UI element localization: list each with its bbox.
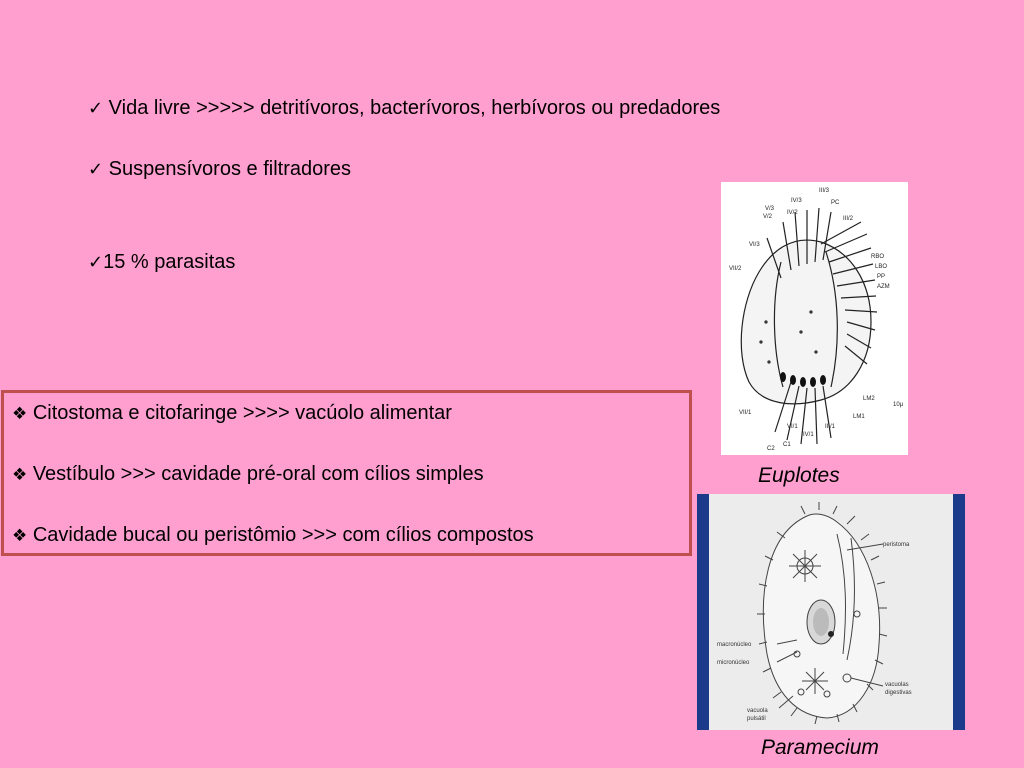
label: V/2 bbox=[763, 214, 773, 220]
label: III/1 bbox=[825, 424, 836, 430]
euplotes-drawing bbox=[721, 182, 908, 455]
box-item-text: Citostoma e citofaringe >>>> vacúolo alimentar bbox=[32, 402, 452, 424]
label: III/2 bbox=[843, 216, 854, 222]
label: VII/2 bbox=[729, 266, 742, 272]
label: LBO bbox=[875, 264, 888, 270]
bullet-parasitas bbox=[88, 250, 235, 275]
label: pulsátil bbox=[747, 716, 766, 722]
checkmark-icon: ✓ bbox=[88, 159, 104, 180]
label: IV/3 bbox=[791, 198, 802, 204]
label: LM2 bbox=[863, 396, 875, 402]
box-item-text: Cavidade bucal ou peristômio >>> com cílios compostos bbox=[32, 524, 534, 546]
diamond-bullet-icon: ❖ bbox=[12, 526, 28, 546]
label: V/3 bbox=[765, 206, 775, 212]
paramecium-caption: Paramecium bbox=[761, 736, 879, 759]
euplotes-illustration bbox=[721, 182, 908, 455]
label: VI/1 bbox=[787, 424, 798, 430]
bullet-suspensivoros bbox=[88, 157, 351, 182]
euplotes-caption: Euplotes bbox=[758, 464, 840, 487]
label: peristoma bbox=[883, 542, 910, 548]
label: macronúcleo bbox=[717, 642, 752, 648]
label: C2 bbox=[767, 446, 775, 452]
label: micronúcleo bbox=[717, 660, 750, 666]
label: PC bbox=[831, 200, 840, 206]
label: C1 bbox=[783, 442, 791, 448]
bullet-vida-livre bbox=[88, 96, 720, 121]
diamond-bullet-icon: ❖ bbox=[12, 465, 28, 485]
label: 10μ bbox=[893, 402, 904, 408]
label: AZM bbox=[877, 284, 890, 290]
bullet-text: Suspensívoros e filtradores bbox=[108, 158, 351, 180]
label: vacuolas bbox=[885, 682, 909, 688]
checkmark-icon: ✓ bbox=[88, 98, 104, 119]
box-item-cavidade bbox=[12, 523, 534, 548]
label: digestivas bbox=[885, 690, 912, 696]
box-item-text: Vestíbulo >>> cavidade pré-oral com cílios simples bbox=[32, 463, 484, 485]
bullet-text: Vida livre >>>>> detritívoros, bacterívoros, herbívoros ou predadores bbox=[108, 97, 721, 119]
box-item-citostoma bbox=[12, 401, 452, 426]
label: RBO bbox=[871, 254, 885, 260]
paramecium-illustration bbox=[697, 494, 965, 730]
label: LM1 bbox=[853, 414, 865, 420]
label: IV/1 bbox=[803, 432, 814, 438]
label: III/3 bbox=[819, 188, 830, 194]
label: IV/2 bbox=[787, 210, 798, 216]
label: PP bbox=[877, 274, 886, 280]
label: vacuola bbox=[747, 708, 768, 714]
checkmark-icon: ✓ bbox=[88, 252, 104, 273]
diamond-bullet-icon: ❖ bbox=[12, 404, 28, 424]
bullet-text: 15 % parasitas bbox=[103, 251, 236, 273]
paramecium-drawing bbox=[697, 494, 965, 730]
label: VI/3 bbox=[749, 242, 760, 248]
label: VII/1 bbox=[739, 410, 752, 416]
box-item-vestibulo bbox=[12, 462, 484, 487]
